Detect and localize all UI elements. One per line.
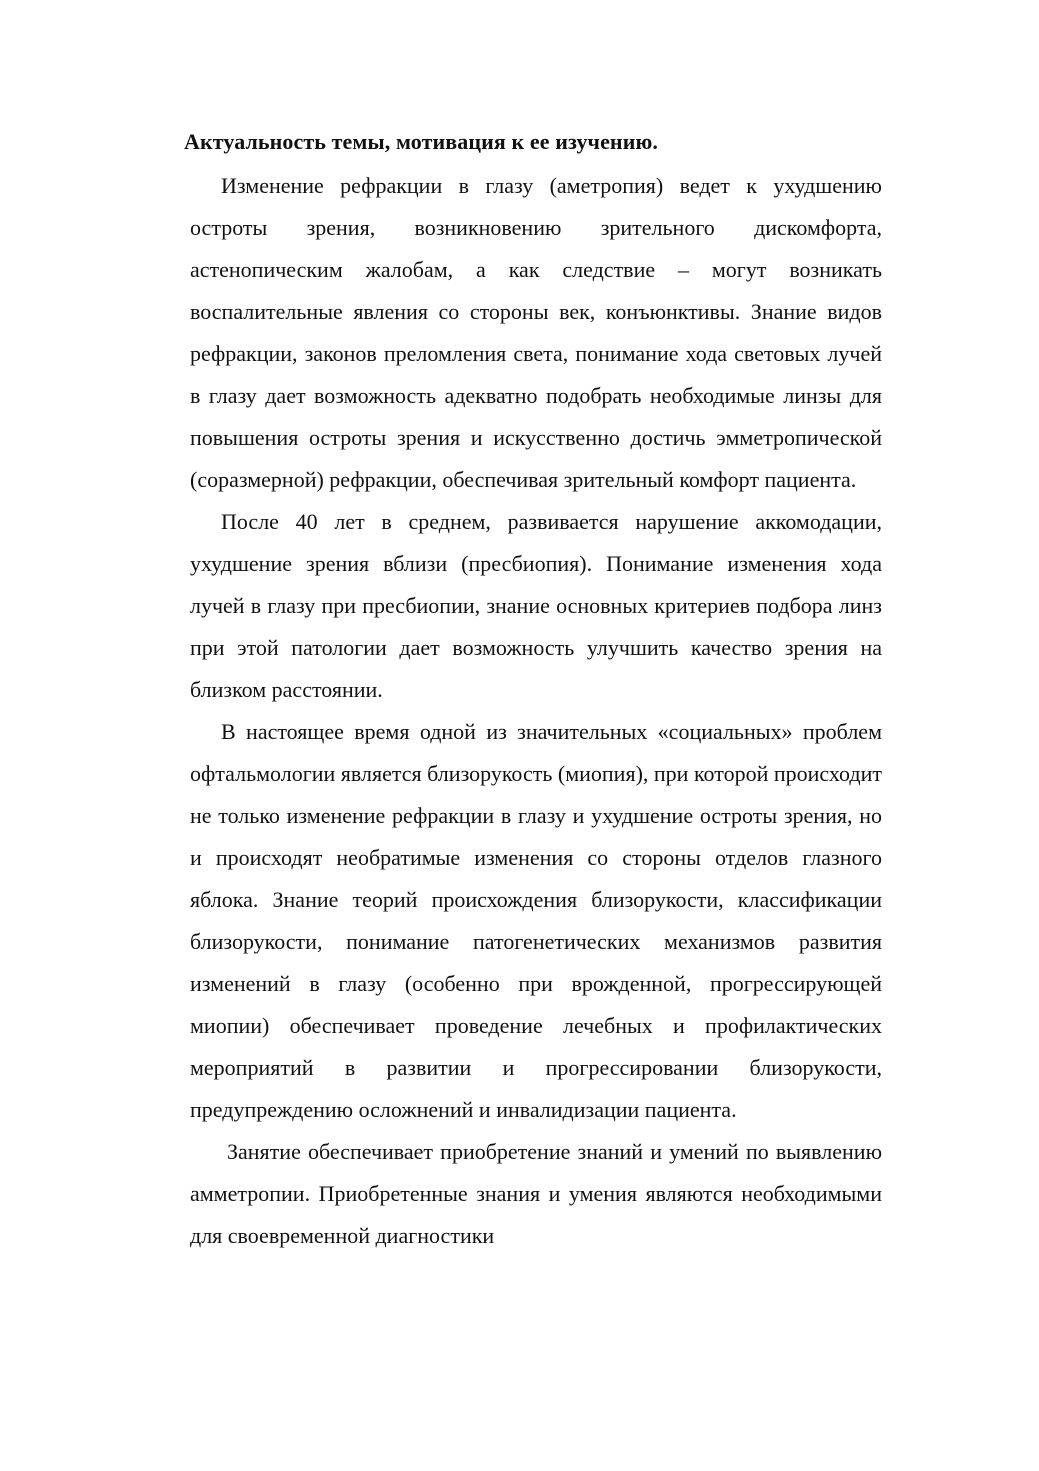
paragraph-myopia: В настоящее время одной из значительных «социальных» проблем офтальмологии является близорукость (миопия), при которой происходит не только изменение рефракции в глазу и ухудшение остроты зрения, но и происходят необратимые изменения со стороны отделов глазного яблока. Знание теорий происхождения близорукости, классификации близорукости, понимание патогенетических механизмов развития изменений в глазу (особенно при врожденной, прогрессирующей миопии) обеспечивает проведение лечебных и профилактических мероприятий в развитии и прогрессировании близорукости, предупреждению осложнений и инвалидизации пациента.: [190, 719, 882, 1122]
section-heading: Актуальность темы, мотивация к ее изучению.: [184, 129, 658, 154]
paragraph-lesson: Занятие обеспечивает приобретение знаний и умений по выявлению амметропии. Приобретенные знания и умения являются необходимыми для своевременной диагностики: [190, 1139, 882, 1248]
paragraph-refraction: Изменение рефракции в глазу (аметропия) ведет к ухудшению остроты зрения, возникновению зрительного дискомфорта, астенопическим жалобам, а как следствие – могут возникать воспалительные явления со стороны век, конъюнктивы. Знание видов рефракции, законов преломления света, понимание хода световых лучей в глазу дает возможность адекватно подобрать необходимые линзы для повышения остроты зрения и искусственно достичь эмметропической (соразмерной) рефракции, обеспечивая зрительный комфорт пациента.: [190, 173, 882, 492]
body-text: [190, 165, 882, 1257]
paragraph-presbyopia: После 40 лет в среднем, развивается нарушение аккомодации, ухудшение зрения вблизи (пресбиопия). Понимание изменения хода лучей в глазу при пресбиопии, знание основных критериев подбора линз при этой патологии дает возможность улучшить качество зрения на близком расстоянии.: [190, 509, 882, 702]
